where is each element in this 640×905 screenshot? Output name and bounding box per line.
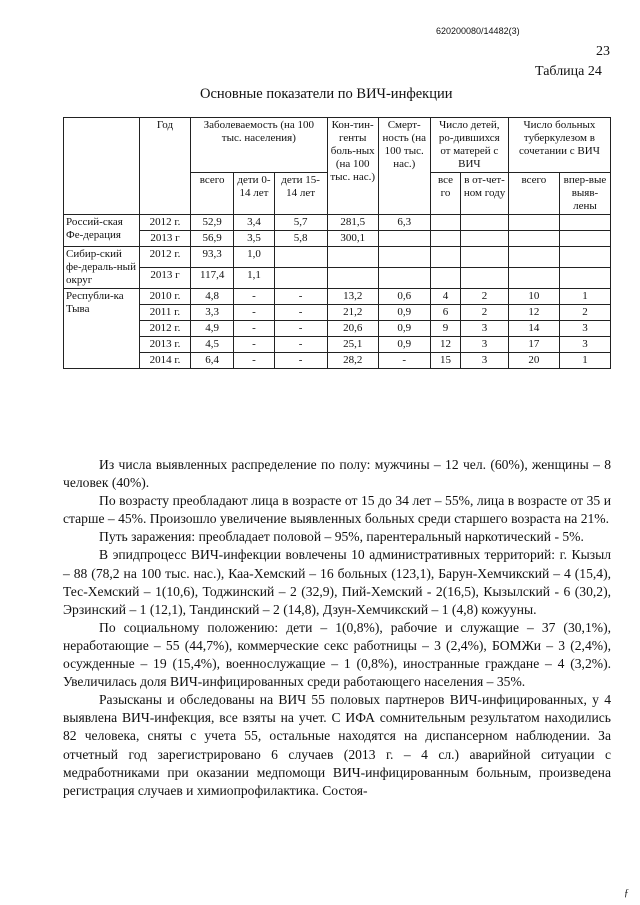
value-cell	[327, 247, 378, 268]
value-cell	[378, 268, 430, 289]
value-cell	[508, 215, 559, 231]
paragraph: Разысканы и обследованы на ВИЧ 55 половых партнеров ВИЧ-инфицированных, у 4 выявлена ВИЧ-инфекция, все взяты на учет. С ИФА сомнительным результатом находились 82 человека, сняты с учета 55, остальные находятся на диспансерном наблюдении. За отчетный год зарегистрировано 6 случаев (2013 г. – 4 сл.) аварийной ситуации с медработниками при оказании медпомощи ВИЧ-инфицированным больным, произведена регистрация случаев и химиопрофилактика. Состоя-	[63, 692, 611, 798]
value-cell: 25,1	[327, 337, 378, 353]
page-number: 23	[596, 44, 610, 59]
value-cell: 3	[559, 321, 610, 337]
body-text	[63, 456, 611, 800]
value-cell: 10	[508, 289, 559, 305]
value-cell	[559, 268, 610, 289]
value-cell: 3	[461, 321, 509, 337]
value-cell: 12	[508, 305, 559, 321]
value-cell: 3	[559, 337, 610, 353]
value-cell: 3	[461, 337, 509, 353]
value-cell: 2	[461, 289, 509, 305]
document-number: 620200080/14482(3)	[436, 26, 520, 36]
value-cell	[378, 247, 430, 268]
value-cell: 12	[430, 337, 460, 353]
value-cell	[559, 231, 610, 247]
table-row	[64, 268, 611, 289]
value-cell: 14	[508, 321, 559, 337]
table-row	[64, 305, 611, 321]
value-cell	[559, 215, 610, 231]
value-cell: 3,4	[234, 215, 274, 231]
value-cell: 1	[559, 353, 610, 369]
value-cell	[461, 268, 509, 289]
year-cell: 2013 г	[139, 231, 190, 247]
value-cell: 2	[461, 305, 509, 321]
table-row	[64, 231, 611, 247]
value-cell: -	[234, 337, 274, 353]
value-cell: 21,2	[327, 305, 378, 321]
value-cell: 0,6	[378, 289, 430, 305]
paragraph: По возрасту преобладают лица в возрасте от 15 до 34 лет – 55%, лица в возрасте от 35 и старше – 45%. Произошло увеличение выявленных больных среди старшего возраста на 21%.	[63, 493, 611, 527]
table-row	[64, 289, 611, 305]
value-cell: 4,8	[190, 289, 233, 305]
value-cell	[327, 268, 378, 289]
value-cell: 0,9	[378, 337, 430, 353]
value-cell: -	[274, 305, 327, 321]
value-cell	[559, 247, 610, 268]
year-cell: 2012 г.	[139, 215, 190, 231]
header-children-report-year: в от-чет-ном году	[461, 173, 509, 215]
value-cell: 2	[559, 305, 610, 321]
value-cell: 4	[430, 289, 460, 305]
paragraph: Из числа выявленных распределение по полу: мужчины – 12 чел. (60%), женщины – 8 человек (40%).	[63, 457, 611, 491]
header-incidence: Заболеваемость (на 100 тыс. населения)	[190, 118, 327, 173]
value-cell: -	[378, 353, 430, 369]
paragraph: В эпидпроцесс ВИЧ-инфекции вовлечены 10 административных территорий: г. Кызыл – 88 (78,2 на 100 тыс. нас.), Каа-Хемский – 16 больных (123,1), Барун-Хемчикский – 4 (15,4), Тес-Хемский – 1(10,6), Тоджинский – 2 (32,9), Пий-Хемский - 2(16,5), Кызылский - 6 (30,2), Эрзинский – 1 (12,1), Тандинский – 2 (14,8), Дзун-Хемчикский – 1 (4,8) кожууны.	[63, 547, 611, 617]
value-cell: 3	[461, 353, 509, 369]
value-cell: 6,4	[190, 353, 233, 369]
value-cell: 9	[430, 321, 460, 337]
value-cell: 13,2	[327, 289, 378, 305]
value-cell: 52,9	[190, 215, 233, 231]
value-cell	[508, 231, 559, 247]
value-cell	[461, 231, 509, 247]
year-cell: 2011 г.	[139, 305, 190, 321]
value-cell: 6	[430, 305, 460, 321]
region-cell: Сибир-ский фе-дераль-ный округ	[64, 247, 140, 289]
year-cell: 2010 г.	[139, 289, 190, 305]
header-year: Год	[139, 118, 190, 215]
table-row	[64, 247, 611, 268]
value-cell: -	[274, 321, 327, 337]
value-cell: 117,4	[190, 268, 233, 289]
value-cell: 28,2	[327, 353, 378, 369]
value-cell: 56,9	[190, 231, 233, 247]
value-cell: 281,5	[327, 215, 378, 231]
value-cell: 6,3	[378, 215, 430, 231]
table-row	[64, 215, 611, 231]
value-cell: 5,8	[274, 231, 327, 247]
value-cell	[378, 231, 430, 247]
header-children-all: все го	[430, 173, 460, 215]
year-cell: 2012 г.	[139, 247, 190, 268]
value-cell	[461, 247, 509, 268]
header-kids-0-14: дети 0-14 лет	[234, 173, 274, 215]
table-row	[64, 337, 611, 353]
value-cell: 93,3	[190, 247, 233, 268]
value-cell: -	[274, 337, 327, 353]
value-cell	[430, 247, 460, 268]
region-cell: Республи-ка Тыва	[64, 289, 140, 369]
value-cell	[508, 247, 559, 268]
header-kids-15-14: дети 15-14 лет	[274, 173, 327, 215]
table-row	[64, 353, 611, 369]
value-cell: 20,6	[327, 321, 378, 337]
value-cell: 3,3	[190, 305, 233, 321]
header-tb-first: впер-вые выяв-лены	[559, 173, 610, 215]
year-cell: 2014 г.	[139, 353, 190, 369]
header-region	[64, 118, 140, 215]
value-cell: 20	[508, 353, 559, 369]
value-cell: 4,9	[190, 321, 233, 337]
value-cell: 1,1	[234, 268, 274, 289]
paragraph: Путь заражения: преобладает половой – 95%, парентеральный наркотический - 5%.	[99, 529, 584, 545]
year-cell: 2013 г.	[139, 337, 190, 353]
value-cell: 4,5	[190, 337, 233, 353]
region-cell: Россий-ская Фе-дерация	[64, 215, 140, 247]
value-cell: 300,1	[327, 231, 378, 247]
header-contingent: Кон-тин-генты боль-ных (на 100 тыс. нас.)	[327, 118, 378, 215]
header-children: Число детей, ро-дившихся от матерей с ВИЧ	[430, 118, 508, 173]
value-cell: -	[234, 321, 274, 337]
value-cell: 17	[508, 337, 559, 353]
table-title: Основные показатели по ВИЧ-инфекции	[200, 86, 453, 102]
hiv-indicators-table	[63, 117, 611, 369]
value-cell: -	[234, 289, 274, 305]
value-cell	[430, 215, 460, 231]
value-cell: 15	[430, 353, 460, 369]
value-cell: 1,0	[234, 247, 274, 268]
header-mortality: Смерт-ность (на 100 тыс. нас.)	[378, 118, 430, 215]
value-cell	[274, 268, 327, 289]
value-cell: 0,9	[378, 305, 430, 321]
table-label: Таблица 24	[535, 64, 602, 79]
table-row	[64, 321, 611, 337]
value-cell: -	[234, 305, 274, 321]
header-tb-all: всего	[508, 173, 559, 215]
value-cell	[461, 215, 509, 231]
paragraph: По социальному положению: дети – 1(0,8%), рабочие и служащие – 37 (30,1%), неработающие – 55 (44,7%), коммерческие секс работницы – 3 (2,4%), БОМЖи – 3 (2,4%), осужденные – 19 (15,4%), военнослужащие – 1 (0,8%), иностранные граждане – 4 (3,2%). Увеличилась доля ВИЧ-инфицированных среди работающего населения – 35%.	[63, 619, 611, 690]
header-tb: Число больных туберкулезом в сочетании с ВИЧ	[508, 118, 610, 173]
value-cell	[508, 268, 559, 289]
year-cell: 2013 г	[139, 268, 190, 289]
value-cell: -	[274, 353, 327, 369]
value-cell	[430, 268, 460, 289]
value-cell: 3,5	[234, 231, 274, 247]
year-cell: 2012 г.	[139, 321, 190, 337]
value-cell: 5,7	[274, 215, 327, 231]
value-cell	[274, 247, 327, 268]
corner-mark: ƒ	[624, 888, 629, 899]
value-cell	[430, 231, 460, 247]
value-cell: -	[234, 353, 274, 369]
value-cell: -	[274, 289, 327, 305]
value-cell: 0,9	[378, 321, 430, 337]
value-cell: 1	[559, 289, 610, 305]
header-incidence-all: всего	[190, 173, 233, 215]
